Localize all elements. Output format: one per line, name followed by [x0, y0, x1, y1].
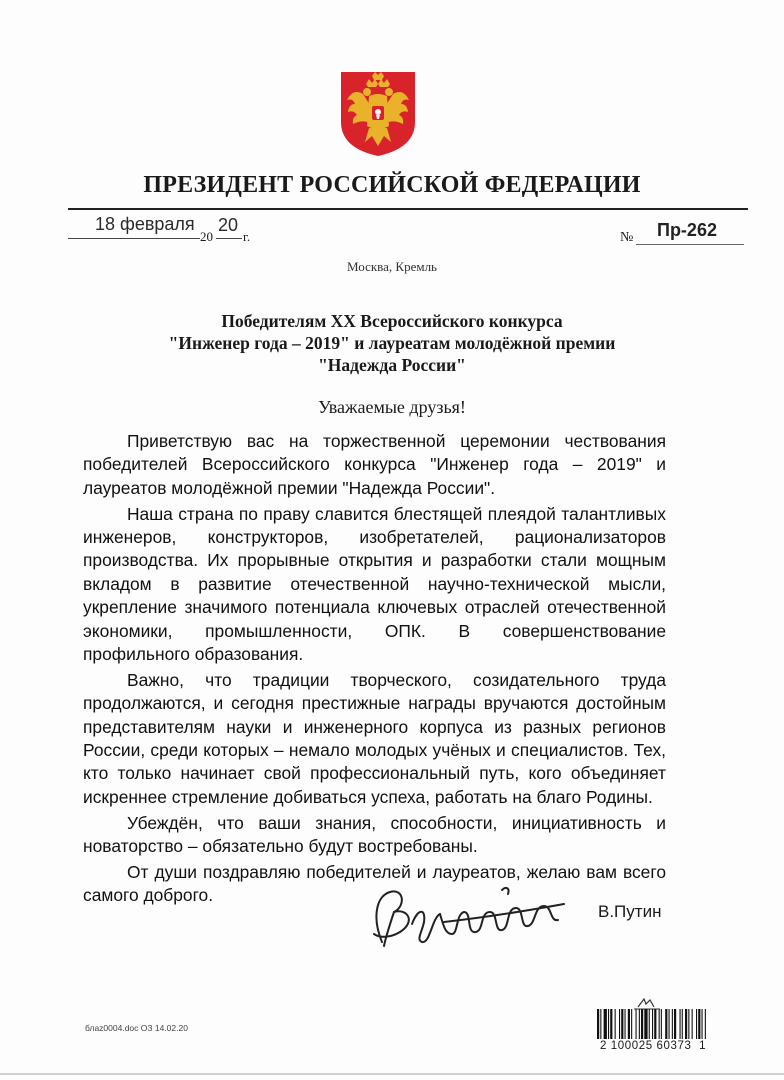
barcode-bar: [615, 1009, 616, 1039]
barcode-bar: [619, 1009, 620, 1039]
barcode-bar: [659, 1009, 660, 1039]
barcode-bar: [628, 1009, 630, 1039]
title-divider: [68, 208, 748, 210]
barcode-bar: [688, 1009, 689, 1039]
barcode-bar: [672, 1009, 673, 1039]
letter-heading: [0, 310, 784, 376]
location: Москва, Кремль: [347, 259, 437, 274]
barcode-bar: [625, 1009, 626, 1039]
body-paragraph: Убеждён, что ваши знания, способности, инициативность и новаторство – обязательно будут востребованы.: [83, 812, 666, 857]
scan-edge: [0, 1073, 784, 1075]
barcode-bar: [610, 1009, 612, 1039]
handwritten-signature: [360, 878, 580, 950]
body-paragraph: От души поздравляю победителей и лауреатов, желаю вам всего самого доброго.: [83, 861, 666, 906]
barcode: [597, 1009, 751, 1039]
document-reference: блаz0004.doc ОЗ 14.02.20: [85, 1023, 188, 1033]
letter-body: [83, 430, 666, 910]
barcode-bar: [705, 1009, 706, 1039]
greeting: Уважаемые друзья!: [318, 397, 466, 417]
barcode-bar: [682, 1009, 683, 1039]
date-year: 20: [218, 215, 239, 235]
document-number: Пр-262: [657, 220, 717, 240]
barcode-number: 2 100025 60373 1: [600, 1040, 707, 1052]
barcode-bar: [639, 1009, 640, 1039]
barcode-bar: [641, 1009, 643, 1039]
date-year-underline: [216, 238, 242, 239]
number-underline: [636, 244, 744, 245]
barcode-bar: [631, 1009, 632, 1039]
barcode-bar: [702, 1009, 703, 1039]
heading-line: "Инженер года – 2019" и лауреатам молодёжной премии: [168, 333, 616, 353]
barcode-bar: [696, 1009, 697, 1039]
barcode-bar: [674, 1009, 676, 1039]
heading-line: "Надежда России": [318, 355, 466, 375]
barcode-bar: [661, 1009, 662, 1039]
body-paragraph: Наша страна по праву славится блестящей плеядой талантливых инженеров, конструкторов, изобретателей, рационализаторов производства. Их прорывные открытия и разработки стали мощным вкладом в развитие отечественной научно-технической мысли, укрепление значимого потенциала ключевых отраслей отечественной экономики, промышленности, ОПК. В совершенствование профильного образования.: [83, 503, 666, 665]
heading-line: Победителям XX Всероссийского конкурса: [221, 311, 563, 331]
body-paragraph: Важно, что традиции творческого, созидательного труда продолжаются, и сегодня престижные награды вручаются достойным представителям науки и инженерного корпуса из разных регионов России, среди которых – немало молодых учёных и специалистов. Тех, кто только начинает свой профессиональный путь, кого объединяет искреннее стремление добиваться успеха, работать на благо Родины.: [83, 669, 666, 807]
body-paragraph: Приветствую вас на торжественной церемонии чествования победителей Всероссийского конкурса "Инженер года – 2019" и лауреатов молодёжной премии "Надежда России".: [83, 431, 666, 498]
barcode-bar: [669, 1009, 670, 1039]
barcode-bar: [621, 1009, 623, 1039]
barcode-bar: [644, 1009, 647, 1039]
barcode-bar: [685, 1009, 687, 1039]
coat-of-arms-icon: [339, 70, 417, 158]
barcode-bar: [608, 1009, 609, 1039]
barcode-bar: [649, 1009, 650, 1039]
barcode-bar: [692, 1009, 693, 1039]
date-day-month: 18 февраля: [95, 214, 195, 234]
barcode-bar: [654, 1009, 656, 1039]
signer-name: В.Путин: [598, 902, 662, 921]
barcode-bar: [600, 1009, 601, 1039]
date-year-suffix: г.: [243, 229, 251, 244]
president-title: ПРЕЗИДЕНТ РОССИЙСКОЙ ФЕДЕРАЦИИ: [143, 172, 641, 198]
barcode-bar: [652, 1009, 653, 1039]
barcode-bar: [680, 1009, 681, 1039]
barcode-bar: [604, 1009, 607, 1039]
number-label: №: [620, 230, 634, 245]
date-underline: [68, 238, 200, 239]
barcode-bar: [597, 1009, 599, 1039]
date-year-prefix: 20: [200, 229, 213, 244]
barcode-bar: [698, 1009, 700, 1039]
barcode-bar: [665, 1009, 667, 1039]
barcode-bar: [636, 1009, 637, 1039]
